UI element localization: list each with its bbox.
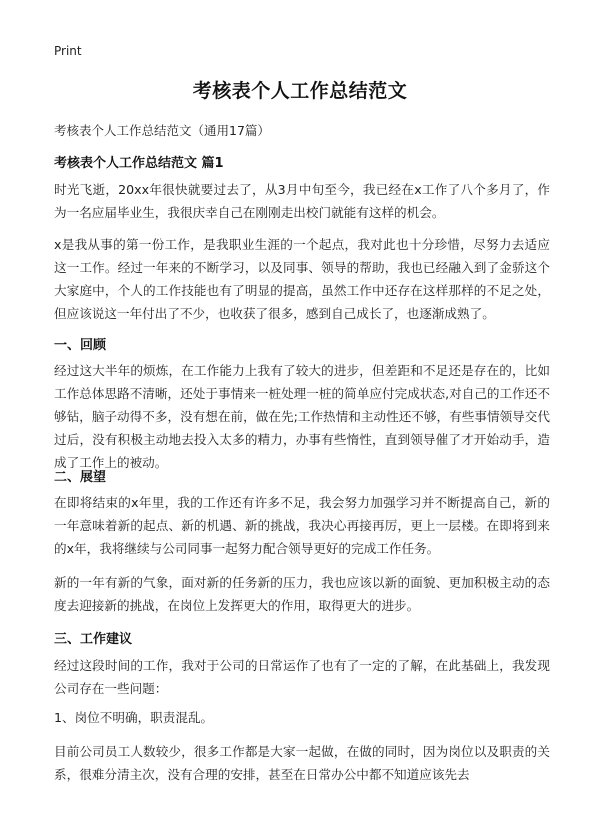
section-heading-suggestions: 三、工作建议 <box>54 632 133 647</box>
paragraph-suggestions-2: 目前公司员工人数较少，很多工作都是大家一起做，在做的同时，因为岗位以及职责的关系，很难分清主次，没有合理的安排，甚至在日常办公中都不知道应该先去 <box>54 744 550 782</box>
paragraph-outlook-1: 在即将结束的x年里，我的工作还有许多不足，我会努力加强学习并不断提高自己，新的一年意味着新的起点、新的机遇、新的挑战，我决心再接再厉，更上一层楼。在即将到来的x年，我将继续与公司同事一起努力配合领导更好的完成工作任务。 <box>54 495 550 556</box>
paragraph-intro-1: 时光飞逝，20xx年很快就要过去了，从3月中旬至今，我已经在x工作了八个多月了，作为一名应届毕业生，我很庆幸自己在刚刚走出校门就能有这样的机会。 <box>54 182 550 220</box>
paragraph-outlook-2: 新的一年有新的气象，面对新的任务新的压力，我也应该以新的面貌、更加积极主动的态度去迎接新的挑战，在岗位上发挥更大的作用，取得更大的进步。 <box>54 575 550 613</box>
paragraph-suggestions-1: 经过这段时间的工作，我对于公司的日常运作了也有了一定的了解，在此基础上，我发现公司存在一些问题： <box>54 658 550 696</box>
document-subtitle: 考核表个人工作总结范文（通用17篇） <box>54 123 270 138</box>
section-heading-review: 一、回顾 <box>54 338 107 353</box>
paragraph-review: 经过这大半年的烦炼，在工作能力上我有了较大的进步，但差距和不足还是存在的，比如工作总体思路不清晰，还处于事情来一桩处理一桩的简单应付完成状态,对自己的工作还不够钻，脑子动得不多，没有想在前，做在先;工作热情和主动性还不够，有些事情领导交代过后，没有积极主动地去投入太多的精力，办事有些惰性，直到领导催了才开始动手，造成了工作上的被动。 <box>54 363 550 470</box>
page-title: 考核表个人工作总结范文 <box>192 80 408 102</box>
chapter-heading: 考核表个人工作总结范文 篇1 <box>54 156 224 171</box>
section-heading-outlook: 二、展望 <box>54 470 107 485</box>
paragraph-intro-2: x是我从事的第一份工作，是我职业生涯的一个起点，我对此也十分珍惜，尽努力去适应这一工作。经过一年来的不断学习，以及同事、领导的帮助，我也已经融入到了金骄这个大家庭中，个人的工作技能也有了明显的提高，虽然工作中还存在这样那样的不足之处，但应该说这一年付出了不少，也收获了很多，感到自己成长了，也逐渐成熟了。 <box>54 237 550 321</box>
print-link[interactable]: Print <box>54 44 82 58</box>
list-item-1: 1、岗位不明确，职责混乱。 <box>54 710 214 725</box>
